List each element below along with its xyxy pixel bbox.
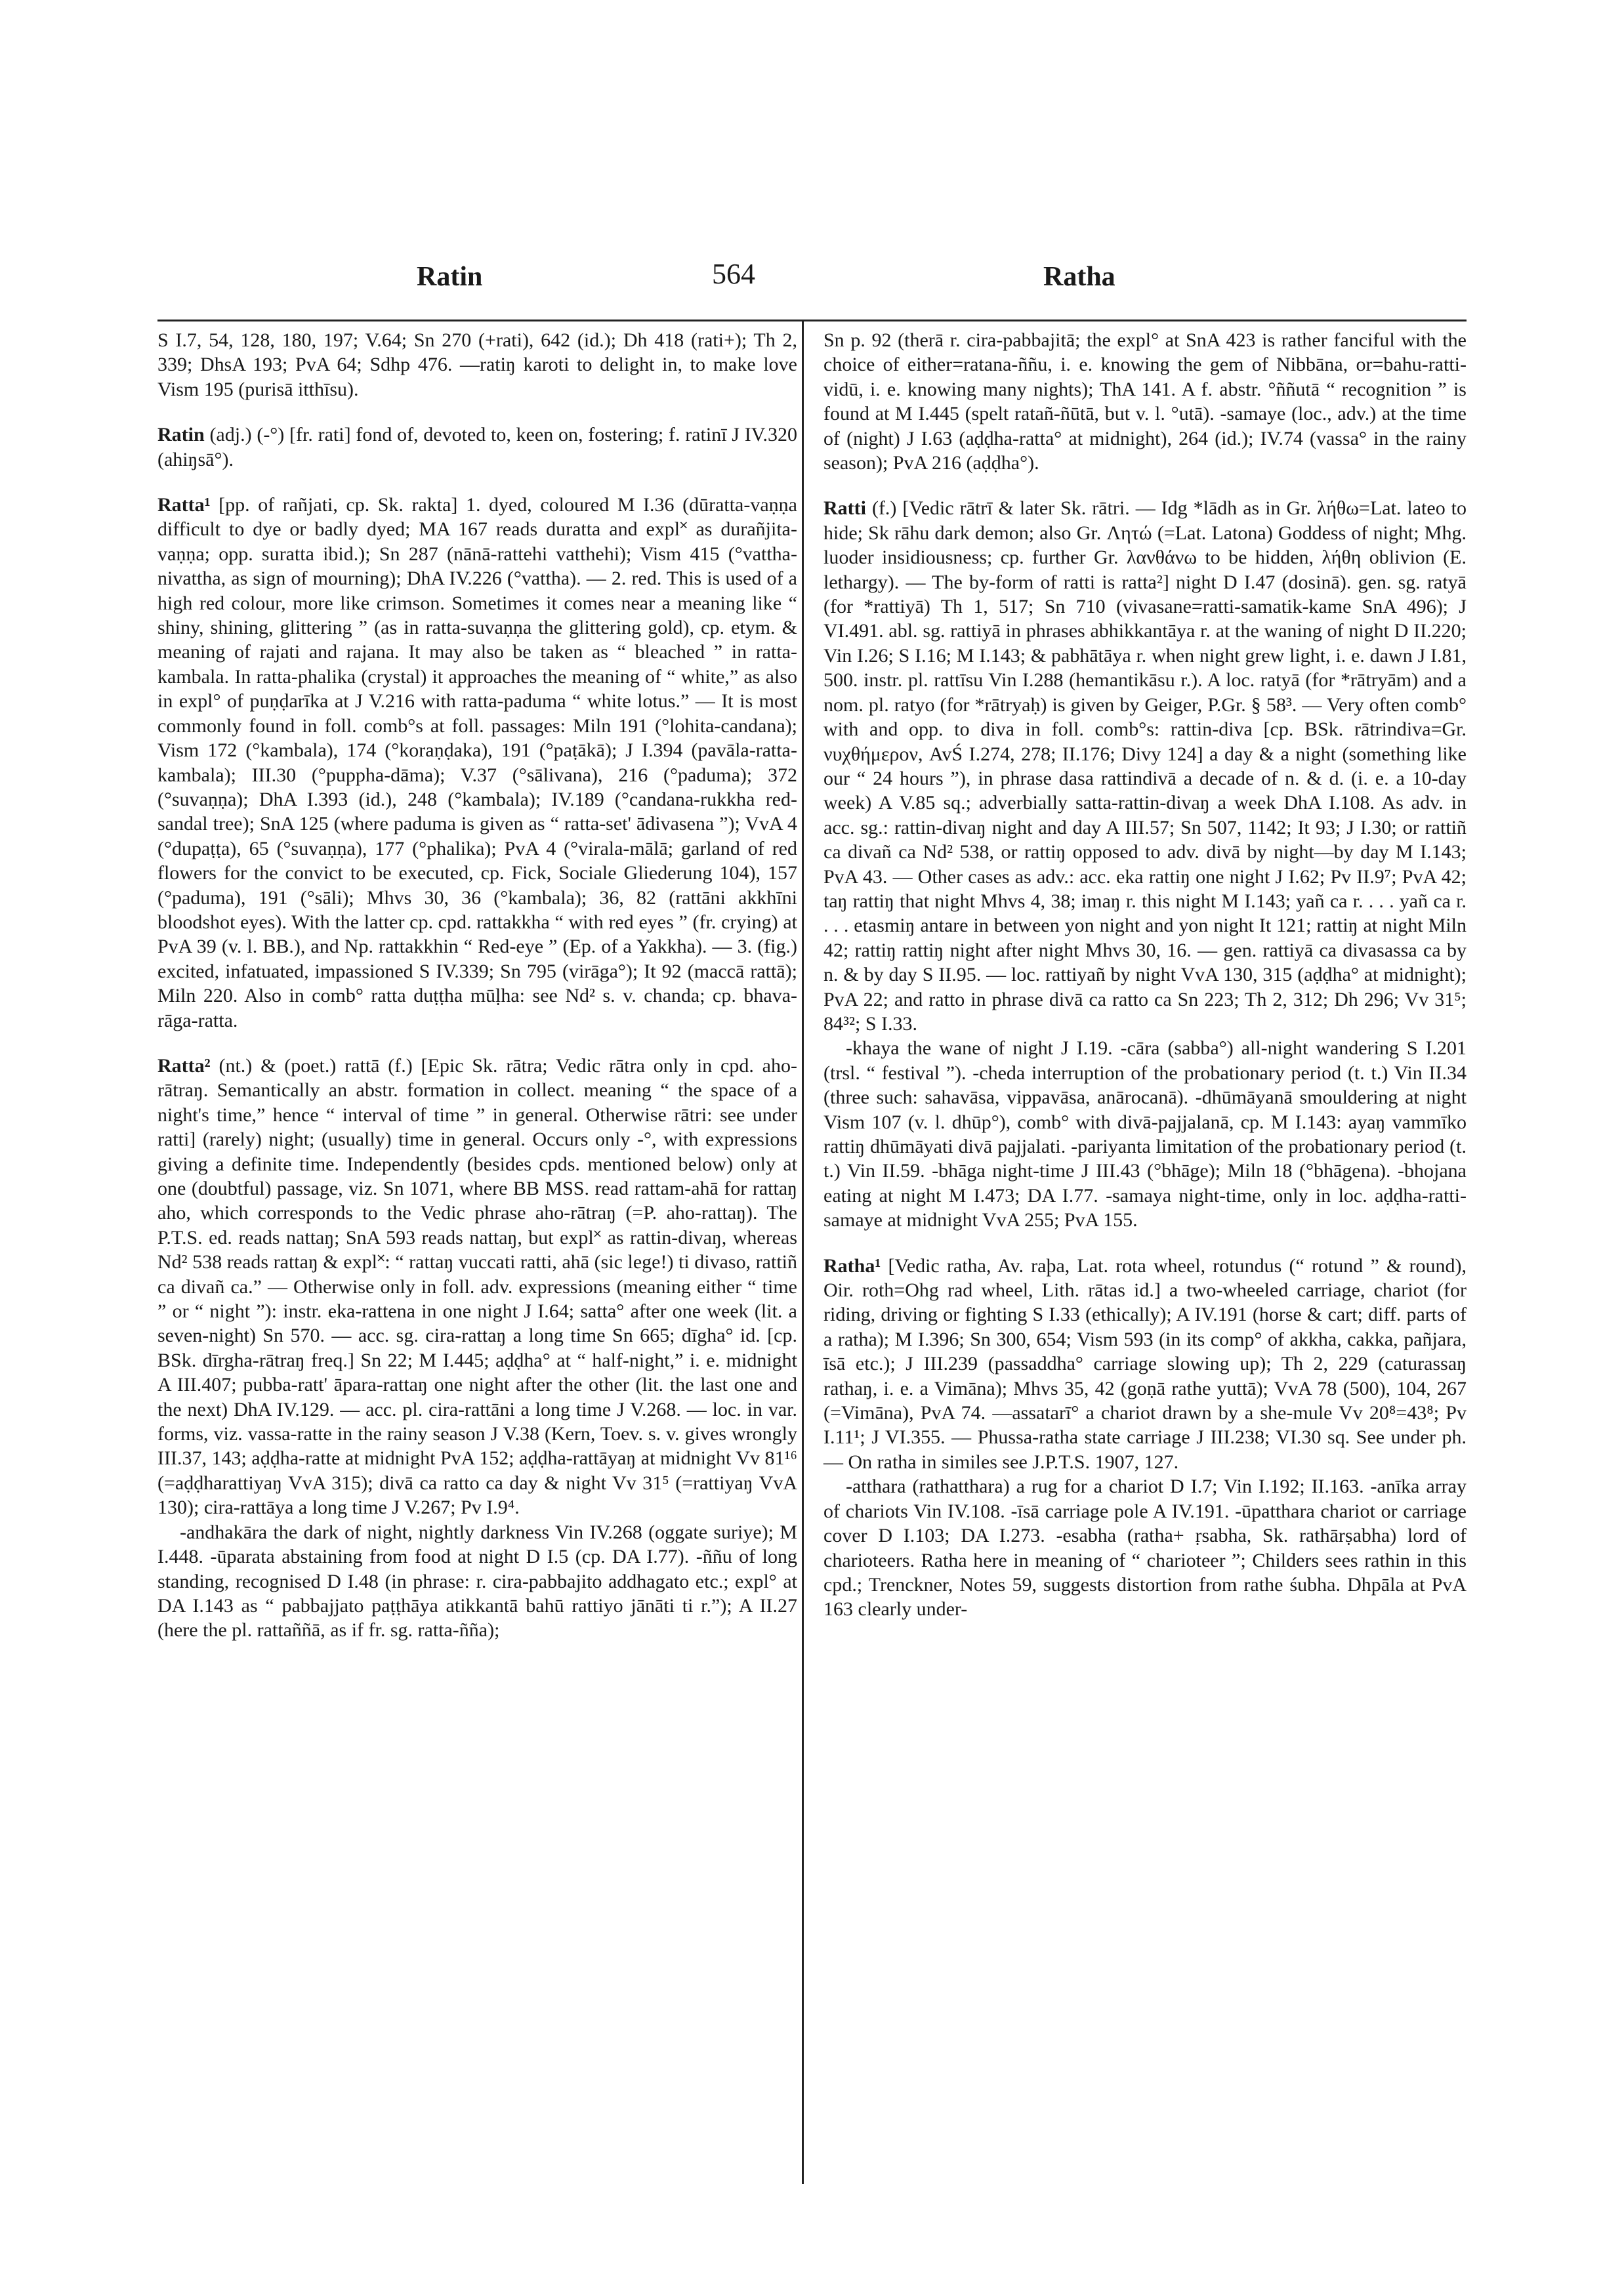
right-column [823, 328, 1467, 1622]
continued-paragraph: S I.7, 54, 128, 180, 197; V.64; Sn 270 (+rati), 642 (id.); Dh 418 (rati+); Th 2, 339; DhsA 193; PvA 64; Sdhp 476. —ratiŋ karoti to delight in, to make love Vism 195 (purisā itthīsu). [157, 329, 797, 400]
entry-text: (f.) [Vedic rātrī & later Sk. rātri. — Idg *lādh as in Gr. λήθω=Lat. lateo to hide; Sk rāhu dark demon; also Gr. Λητώ (=Lat. Latona) Goddess of night; Mhg. luoder insidiousness; cp. further Gr. λανθάνω to be hidden, λήθη oblivion (E. lethargy). — The by-form of ratti is ratta²] night D I.47 (dosinā). gen. sg. ratyā (for *rattiyā) Th 1, 517; Sn 710 (vivasane=ratti-samatik-kame SnA 496); J VI.491. abl. sg. rattiyā in phrases abhikkantāya r. at the waning of night D II.220; Vin I.26; S I.16; M I.143; & pabhātāya r. when night grew light, i. e. dawn J I.81, 500. instr. pl. rattīsu Vin I.288 (hemantikāsu r.). A loc. ratyā (for *rātryām) and a nom. pl. ratyo (for *rātryaḥ) is given by Geiger, P.Gr. § 58³. — Very often comb° with and opp. to diva in foll. comb°s: rattin-diva [cp. BSk. rātrindiva=Gr. νυχθήμερον, AvŚ I.274, 278; II.176; Divy 124] a day & a night (something like our “ 24 hours ”), in phrase dasa rattindivā a decade of n. & d. (i. e. a 10-day week) A V.85 sq.; adverbially satta-rattin-divaŋ a week DhA I.108. As adv. in acc. sg.: rattin-divaŋ night and day A III.57; Sn 507, 1142; It 93; J I.30; or rattiñ ca divañ ca Nd² 538, or rattiŋ opposed to adv. divā by night—by day M I.143; PvA 43. — Other cases as adv.: acc. eka rattiŋ one night J I.62; Pv II.9⁷; PvA 42; taŋ rattiŋ that night Mhvs 4, 38; imaŋ r. this night M I.143; yañ ca r. . . . yañ ca r. . . . etasmiŋ antare in between yon night and yon night It 121; rattiŋ at night Miln 42; rattiŋ rattiŋ night after night Mhvs 30, 16. — gen. rattiyā ca divasassa ca by n. & by day S II.95. — loc. rattiyañ by night VvA 130, 315 (aḍḍha° at midnight); PvA 22; and ratto in phrase divā ca ratto ca Sn 223; Th 2, 312; Dh 296; Vv 31⁵; 84³²; S I.33. [823, 497, 1467, 1035]
dictionary-entry [157, 1054, 797, 1520]
paragraph-gap [823, 475, 1467, 496]
entry-text: [Vedic ratha, Av. raþa, Lat. rota wheel, rotundus (“ rotund ” & round), Oir. roth=Ohg rad wheel, Lith. rātas id.] a two-wheeled carriage, chariot (for riding, driving or fighting S I.33 (ethically); A IV.191 (horse & cart; diff. parts of a ratha); M I.396; Sn 300, 654; Vism 593 (in its comp° of akkha, cakka, pañjara, īsā etc.); J III.239 (passaddha° carriage slowing up); Th 2, 229 (caturassaŋ rathaŋ, i. e. a Vimāna); Mhvs 35, 42 (goṇā rathe yuttā); VvA 78 (500), 104, 267 (=Vimāna), PvA 74. —assatarī° a chariot drawn by a she-mule Vv 20⁸=43⁸; Pv I.11¹; J VI.355. — Phussa-ratha state carriage J III.238; VI.30 sq. See under ph. — On ratha in similes see J.P.T.S. 1907, 127. [823, 1254, 1467, 1473]
header-rule-right [802, 320, 1467, 321]
continued-paragraph: Sn p. 92 (therā r. cira-pabbajitā; the expl° at SnA 423 is rather fanciful with the choice of either=ratana-ññu, i. e. knowing the gem of Nibbāna, or=bahu-ratti-vidū, i. e. knowing many nights); ThA 141. A f. abstr. °ññutā “ recognition ” is found at M I.445 (spelt ratañ-ñūtā, but v. l. °utā). -samaye (loc., adv.) at the time of (night) J I.63 (aḍḍha-ratta° at midnight), 264 (id.); IV.74 (vassa° in the rainy season); PvA 216 (aḍḍha°). [823, 329, 1467, 474]
compound-list-paragraph: -andhakāra the dark of night, nightly darkness Vin IV.268 (oggate suriye); M I.448. -ūparata abstaining from food at night D I.5 (cp. DA I.77). -ññu of long standing, recognised D I.48 (in phrase: r. cira-pabbajito addhagato etc.; expl° at DA I.143 as “ pabbajjato paṭṭhāya atikkantā bahū rattiyo jānāti ti r.”); A II.27 (here the pl. rattaññā, as if fr. sg. ratta-ñña); [157, 1521, 797, 1642]
compound-list-paragraph: -atthara (rathatthara) a rug for a chariot D I.7; Vin I.192; II.163. -anīka array of chariots Vin IV.108. -īsā carriage pole A IV.191. -ūpatthara chariot or carriage cover D I.103; DA I.273. -esabha (ratha+ ṛsabha, Sk. rathārṣabha) lord of charioteers. Ratha here in meaning of “ charioteer ”; Childers sees rathin in this cpd.; Trenckner, Notes 59, suggests distortion from rathe śubha. Dhpāla at PvA 163 clearly under- [823, 1476, 1467, 1621]
entry-text: (nt.) & (poet.) rattā (f.) [Epic Sk. rātra; Vedic rātra only in cpd. aho-rātraŋ. Semantically an abstr. formation in collect. meaning “ the space of a night's time,” hence “ interval of time ” in general. Otherwise rātri: see under ratti] (rarely) night; (usually) time in general. Occurs only -°, with expressions giving a definite time. Independently (besides cpds. mentioned below) only at one (doubtful) passage, viz. Sn 1071, where BB MSS. read rattam-ahā for rattaŋ aho, which corresponds to the Vedic phrase aho-rātraŋ (=P. aho-rattaŋ). The P.T.S. ed. reads nattaŋ; SnA 593 reads nattaŋ, but expl˟ as rattin-divaŋ, whereas Nd² 538 reads rattaŋ & expl˟: “ rattaŋ vuccati ratti, ahā (sic lege!) ti divaso, rattiñ ca divañ ca.” — Otherwise only in foll. adv. expressions (meaning either “ time ” or “ night ”): instr. eka-rattena in one night J I.64; satta° after one week (lit. a seven-night) Sn 570. — acc. sg. cira-rattaŋ a long time Sn 665; dīgha° id. [cp. BSk. dīrgha-rātraŋ freq.] Sn 22; M I.445; aḍḍha° at “ half-night,” i. e. midnight A III.407; pubba-ratt' āpara-rattaŋ one night after the other (lit. the last one and the next) DhA IV.129. — acc. pl. cira-rattāni a long time J V.268. — loc. in var. forms, viz. vassa-ratte in the rainy season J V.38 (Kern, Toev. s. v. gives wrongly III.37, 143; aḍḍha-ratte at midnight PvA 152; aḍḍha-rattāyaŋ at midnight Vv 81¹⁶ (=aḍḍharattiyaŋ VvA 315); divā ca ratto ca day & night Vv 31⁵ (=rattiyaŋ VvA 130); cira-rattāya a long time J V.267; Pv I.9⁴. [157, 1054, 797, 1519]
column-divider [802, 321, 804, 2184]
entry-headword: Ratta² [157, 1054, 211, 1077]
header-left-word: Ratin [417, 262, 483, 292]
dictionary-entry [157, 493, 797, 1033]
compound-list-paragraph: -khaya the wane of night J I.19. -cāra (sabba°) all-night wandering S I.201 (trsl. “ festival ”). -cheda interruption of the probationary period (t. t.) Vin II.34 (three such: sahavāsa, vippavāsa, anārocanā). -dhūmāyanā smouldering at night Vism 107 (v. l. dhūp°), comb° with divā-pajjalanā, cp. M I.143: ayaŋ vammīko rattiŋ dhūmāyati divā pajjalati. -pariyanta limitation of the probationary period (t. t.) Vin II.59. -bhāga night-time J III.43 (°bhāge); Miln 18 (°bhāgena). -bhojana eating at night M I.473; DA I.77. -samaya night-time, only in loc. aḍḍha-ratti-samaye at midnight VvA 255; PvA 155. [823, 1037, 1467, 1231]
page-number: 564 [712, 258, 755, 290]
entry-headword: Ratha¹ [823, 1254, 881, 1277]
entry-headword: Ratta¹ [157, 494, 211, 516]
paragraph-gap [157, 402, 797, 423]
dictionary-entry [823, 496, 1467, 1036]
header-rule-left [157, 320, 802, 321]
entry-headword: Ratti [823, 497, 866, 520]
left-column [157, 328, 797, 1643]
entry-text: (adj.) (-°) [fr. rati] fond of, devoted to, keen on, fostering; f. ratinī J IV.320 (ahiŋsā°). [157, 424, 797, 470]
dictionary-entry [157, 423, 797, 472]
paragraph-gap [157, 472, 797, 493]
paragraph-gap [823, 1233, 1467, 1254]
header-right-word: Ratha [1043, 262, 1115, 292]
entry-headword: Ratin [157, 424, 205, 446]
dictionary-entry [823, 1254, 1467, 1475]
paragraph-gap [157, 1033, 797, 1054]
entry-text: [pp. of rañjati, cp. Sk. rakta] 1. dyed, coloured M I.36 (dūratta-vaṇṇa difficult to dye or badly dyed; MA 167 reads duratta and expl˟ as durañjita-vaṇṇa; opp. suratta ibid.); Sn 287 (nānā-rattehi vatthehi); Vism 415 (°vattha-nivattha, as sign of mourning); DhA IV.226 (°vattha). — 2. red. This is used of a high red colour, more like crimson. Sometimes it comes near a meaning like “ shiny, shining, glittering ” (as in ratta-suvaṇṇa the glittering gold), cp. etym. & meaning of rajati and rajana. It may also be taken as “ bleached ” in ratta-kambala. In ratta-phalika (crystal) it approaches the meaning of “ white,” as also in expl° of puṇḍarīka at J V.216 with ratta-paduma “ white lotus.” — It is most commonly found in foll. comb°s at foll. passages: Miln 191 (°lohita-candana); Vism 172 (°kambala), 174 (°koraṇḍaka), 191 (°paṭākā); J I.394 (pavāla-ratta-kambala); III.30 (°puppha-dāma); V.37 (°sālivana), 216 (°paduma); 372 (°suvaṇṇa); DhA I.393 (id.), 248 (°kambala); IV.189 (°candana-rukkha red-sandal tree); SnA 125 (where paduma is given as “ ratta-set' ādivasena ”); VvA 4 (°dupaṭṭa), 65 (°suvaṇṇa), 177 (°phalika); PvA 4 (°virala-mālā; garland of red flowers for the convict to be executed, cp. Fick, Sociale Gliederung 104), 157 (°paduma), 191 (°sāli); Mhvs 30, 36 (°kambala); 36, 82 (rattāni akkhīni bloodshot eyes). With the latter cp. cpd. rattakkha “ with red eyes ” (fr. crying) at PvA 39 (v. l. BB.), and Np. rattakkhin “ Red-eye ” (Ep. of a Yakkha). — 3. (fig.) excited, infatuated, impassioned S IV.339; Sn 795 (virāga°); It 92 (maccā rattā); Miln 220. Also in comb° ratta duṭṭha mūḷha: see Nd² s. v. chanda; cp. bhava-rāga-ratta. [157, 494, 797, 1031]
